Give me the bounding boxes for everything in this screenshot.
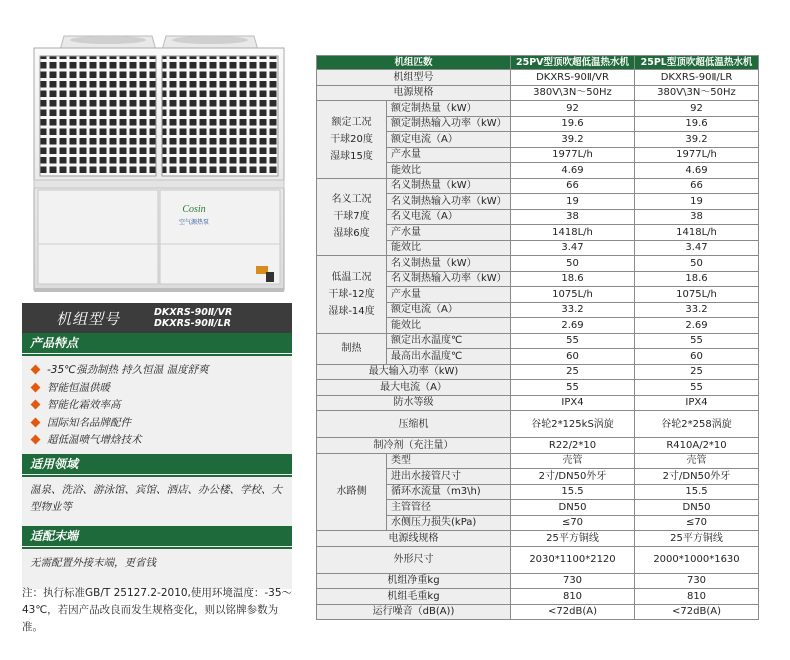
row-label: 额定制热量（kW） (387, 101, 511, 117)
cell-value: 33.2 (635, 302, 759, 318)
feature-item (30, 414, 284, 432)
heat-pump-illustration (28, 32, 290, 294)
cell-value: 3.47 (511, 240, 635, 256)
table-row (317, 573, 759, 589)
group-label-water-side: 水路侧 (317, 453, 387, 531)
cell-value: 1977L/h (511, 147, 635, 163)
diamond-bullet-icon (31, 400, 41, 410)
row-label: 最高出水温度℃ (387, 349, 511, 365)
diamond-bullet-icon (31, 435, 41, 445)
cell-value: 19 (511, 194, 635, 210)
group-label-low-temp: 低温工况 干球-12度 湿球-14度 (317, 256, 387, 334)
header-cell: 25PV型顶吹超低温热水机 (511, 56, 635, 70)
row-label: 最大电流（A） (317, 380, 511, 396)
cell-value: R410A/2*10 (635, 438, 759, 454)
cell-value: 25平方铜线 (511, 531, 635, 547)
table-row (317, 453, 759, 469)
row-label: 运行噪音（dB(A)) (317, 604, 511, 620)
cell-value: DN50 (511, 500, 635, 516)
cell-value: 谷轮2*125kS涡旋 (511, 411, 635, 438)
cell-value: 810 (511, 589, 635, 605)
footnote: 注：执行标准GB/T 25127.2-2010,使用环境温度：-35～43℃，若因产品改良而发生规格变化，则以铭牌参数为准。 (22, 587, 293, 633)
cell-value: 50 (635, 256, 759, 272)
terminal-title: 适配末端 (22, 526, 292, 546)
cell-value: R22/2*10 (511, 438, 635, 454)
cell-value: 380V\3N～50Hz (511, 85, 635, 101)
cell-value: 730 (635, 573, 759, 589)
cell-value: 2000*1000*1630 (635, 546, 759, 573)
cell-value: 1418L/h (511, 225, 635, 241)
row-label: 名义制热量（kW） (387, 256, 511, 272)
group-label-rated: 额定工况 干球20度 湿球15度 (317, 101, 387, 179)
features-list (22, 353, 292, 467)
feature-text: 超低温喷气增焓技术 (47, 434, 142, 447)
row-label: 额定电流（A） (387, 302, 511, 318)
features-section (22, 333, 292, 467)
row-label: 额定制热输入功率（kW） (387, 116, 511, 132)
cell-value: 39.2 (635, 132, 759, 148)
cell-value: 18.6 (635, 271, 759, 287)
cell-value: 1977L/h (635, 147, 759, 163)
row-label: 主管管径 (387, 500, 511, 516)
cell-value: DN50 (635, 500, 759, 516)
cell-value: 92 (511, 101, 635, 117)
cell-value: 1418L/h (635, 225, 759, 241)
terminal-section (22, 526, 292, 589)
row-label: 名义电流（A） (387, 209, 511, 225)
cell-value: 1075L/h (635, 287, 759, 303)
model-bar (22, 303, 292, 333)
cell-value: 4.69 (635, 163, 759, 179)
cell-value: 66 (511, 178, 635, 194)
table-row (317, 589, 759, 605)
application-fields-title: 适用领域 (22, 454, 292, 474)
row-label: 名义制热输入功率（kW） (387, 271, 511, 287)
row-label: 产水量 (387, 287, 511, 303)
spec-table (316, 55, 759, 620)
cell-value: 55 (511, 333, 635, 349)
cell-value: 1075L/h (511, 287, 635, 303)
cell-value: 33.2 (511, 302, 635, 318)
product-image (28, 32, 290, 294)
table-row (317, 178, 759, 194)
cell-value: 18.6 (511, 271, 635, 287)
table-row (317, 438, 759, 454)
diamond-bullet-icon (31, 382, 41, 392)
cell-value: 38 (635, 209, 759, 225)
cell-value: 60 (635, 349, 759, 365)
table-row (317, 531, 759, 547)
table-row (317, 333, 759, 349)
cell-value: 55 (635, 380, 759, 396)
cell-value: 2.69 (635, 318, 759, 334)
feature-item (30, 431, 284, 449)
row-label: 能效比 (387, 240, 511, 256)
row-label: 水侧压力损失(kPa) (387, 515, 511, 531)
model-code-lr: DKXRS-90Ⅱ/LR (154, 318, 231, 329)
cell-value: 810 (635, 589, 759, 605)
cell-value: 25 (635, 364, 759, 380)
cell-value: 55 (511, 380, 635, 396)
cell-value: 壳管 (635, 453, 759, 469)
group-label-heating: 制热 (317, 333, 387, 364)
table-row (317, 85, 759, 101)
feature-item (30, 396, 284, 414)
model-code-vr: DKXRS-90Ⅱ/VR (154, 307, 233, 318)
row-label: 机组型号 (317, 70, 511, 86)
cell-value: 730 (511, 573, 635, 589)
group-label-nominal: 名义工况 干球7度 湿球6度 (317, 178, 387, 256)
row-label: 产水量 (387, 225, 511, 241)
cell-value: 66 (635, 178, 759, 194)
cell-value: 15.5 (635, 484, 759, 500)
cell-value: 壳管 (511, 453, 635, 469)
row-label: 防水等级 (317, 395, 511, 411)
cell-value: 2寸/DN50外牙 (511, 469, 635, 485)
model-label: 机组型号 (56, 310, 121, 328)
cell-value: 25 (511, 364, 635, 380)
cell-value: 38 (511, 209, 635, 225)
row-label: 进出水接管尺寸 (387, 469, 511, 485)
row-label: 名义制热量（kW） (387, 178, 511, 194)
row-label: 产水量 (387, 147, 511, 163)
header-cell: 机组匹数 (317, 56, 511, 70)
cell-value: 3.47 (635, 240, 759, 256)
diamond-bullet-icon (31, 417, 41, 427)
cell-value: 39.2 (511, 132, 635, 148)
table-row (317, 546, 759, 573)
row-label: 制冷剂（充注量） (317, 438, 511, 454)
row-label: 最大输入功率（kW) (317, 364, 511, 380)
row-label: 循环水流量（m3\h) (387, 484, 511, 500)
table-row (317, 604, 759, 620)
table-row (317, 70, 759, 86)
row-label: 名义制热输入功率（kW） (387, 194, 511, 210)
brand-logo: Cosin (182, 204, 206, 215)
cell-value: <72dB(A) (511, 604, 635, 620)
cell-value: DKXRS-90Ⅱ/LR (635, 70, 759, 86)
feature-text: -35℃强劲制热 持久恒温 温度舒爽 (47, 364, 209, 377)
cell-value: 92 (635, 101, 759, 117)
cell-value: 55 (635, 333, 759, 349)
diamond-bullet-icon (31, 365, 41, 375)
cell-value: 19 (635, 194, 759, 210)
brand-subtitle: 空气源热泵 (178, 219, 210, 226)
cell-value: 19.6 (635, 116, 759, 132)
cell-value: 2寸/DN50外牙 (635, 469, 759, 485)
cell-value: ≤70 (635, 515, 759, 531)
row-label: 机组毛重kg (317, 589, 511, 605)
cell-value: 50 (511, 256, 635, 272)
table-row (317, 380, 759, 396)
feature-text: 智能恒温供暖 (47, 381, 110, 394)
table-row (317, 256, 759, 272)
cell-value: IPX4 (511, 395, 635, 411)
cell-value: 19.6 (511, 116, 635, 132)
cell-value: <72dB(A) (635, 604, 759, 620)
cell-value: 2030*1100*2120 (511, 546, 635, 573)
cell-value: 15.5 (511, 484, 635, 500)
row-label: 类型 (387, 453, 511, 469)
cell-value: 2.69 (511, 318, 635, 334)
feature-text: 国际知名品牌配件 (47, 416, 131, 429)
row-label: 能效比 (387, 163, 511, 179)
row-label: 机组净重kg (317, 573, 511, 589)
table-row (317, 395, 759, 411)
row-label: 额定电流（A） (387, 132, 511, 148)
cell-value: 4.69 (511, 163, 635, 179)
terminal-text: 无需配置外接末端，更省钱 (22, 546, 292, 589)
row-label: 压缩机 (317, 411, 511, 438)
cell-value: DKXRS-90Ⅱ/VR (511, 70, 635, 86)
cell-value: 380V\3N～50Hz (635, 85, 759, 101)
table-row (317, 364, 759, 380)
cell-value: 60 (511, 349, 635, 365)
cell-value: 25平方铜线 (635, 531, 759, 547)
feature-text: 智能化霜效率高 (47, 399, 121, 412)
cell-value: ≤70 (511, 515, 635, 531)
application-fields-text: 温泉、洗浴、游泳馆、宾馆、酒店、办公楼、学校、大型物业等 (22, 474, 292, 544)
table-row (317, 101, 759, 117)
cell-value: 谷轮2*258涡旋 (635, 411, 759, 438)
table-header-row (317, 56, 759, 70)
feature-item (30, 361, 284, 379)
feature-item (30, 379, 284, 397)
row-label: 电源规格 (317, 85, 511, 101)
row-label: 电源线规格 (317, 531, 511, 547)
row-label: 能效比 (387, 318, 511, 334)
header-cell: 25PL型顶吹超低温热水机 (635, 56, 759, 70)
table-row (317, 411, 759, 438)
cell-value: IPX4 (635, 395, 759, 411)
features-title: 产品特点 (22, 333, 292, 353)
row-label: 外形尺寸 (317, 546, 511, 573)
row-label: 额定出水温度℃ (387, 333, 511, 349)
